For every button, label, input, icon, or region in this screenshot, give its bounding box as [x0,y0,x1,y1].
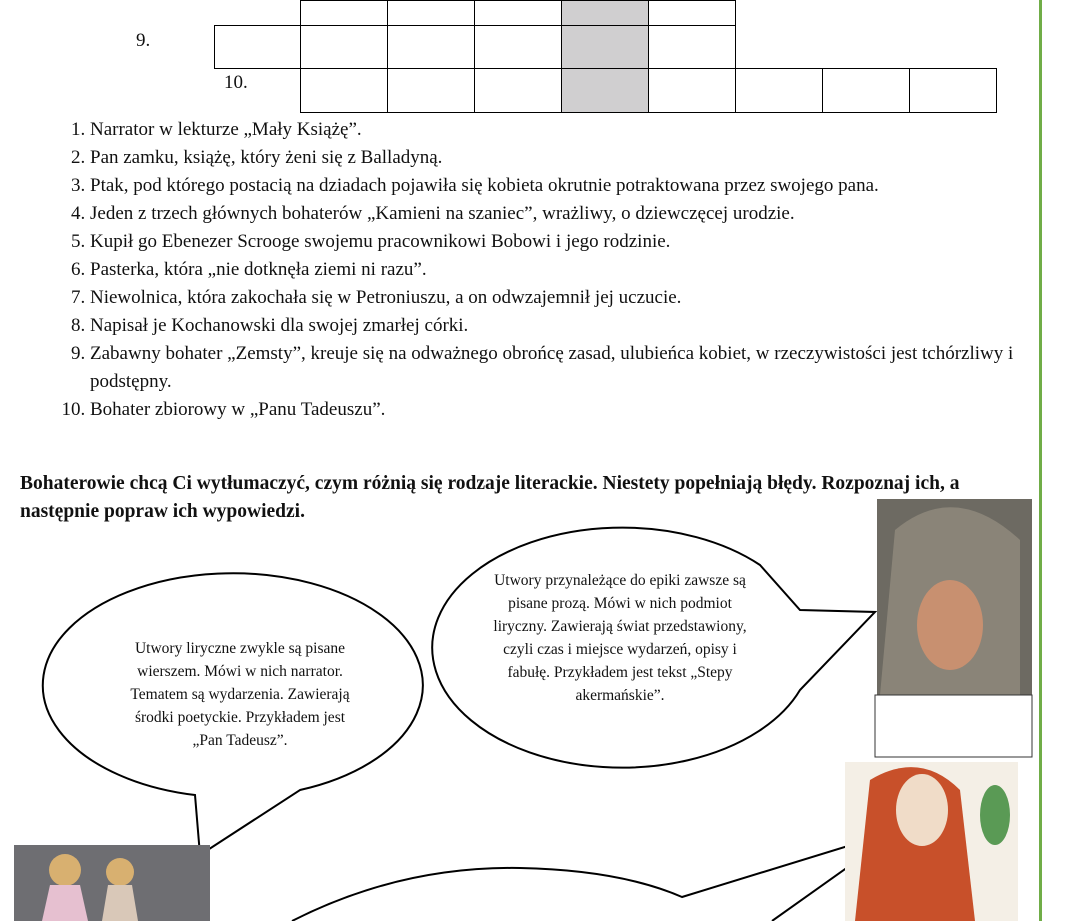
clue: 3. Ptak, pod którego postacią na dziadach pojawiła się kobieta okrutnie potraktowana przez swojego pana. [90,172,1020,200]
clue: 9. Zabawny bohater „Zemsty”, kreuje się na odważnego obrońcę zasad, ulubieńca kobiet, w rzeczywistości jest tchórzliwy i podstępny. [90,340,1020,396]
clue: 4. Jeden z trzech głównych bohaterów „Kamieni na szaniec”, wrażliwy, o dziewczęcej urodzie. [90,200,1020,228]
clue: 6. Pasterka, która „nie dotknęła ziemi ni razu”. [90,256,1020,284]
bubble-bottom [292,830,900,921]
task-instruction: Bohaterowie chcą Ci wytłumaczyć, czym różnią się rodzaje literackie. Niestety popełniają błędy. Rozpoznaj ich, a następnie popraw ich wypowiedzi. [20,473,960,522]
bubble-left-text: Utwory liryczne zwykle są pisane wierszem. Mówi w nich narrator. Tematem są wydarzenia. Zawierają środki poetyckie. Przykładem jest „Pan Tadeusz”. [130,640,350,749]
clue: 7. Niewolnica, która zakochała się w Petroniuszu, a on odwzajemnił jej uczucie. [90,284,1020,312]
bubble-middle-text: Utwory przynależące do epiki zawsze są pisane prozą. Mówi w nich podmiot liryczny. Zawierają świat przedstawiony, czyli czas i miejsce wydarzeń, opisy i fabułę. Przykładem jest tekst „Stepy akermańskie”. [493,572,747,704]
row-label-9: 9. [136,30,151,51]
clue: 1. Narrator w lekturze „Mały Książę”. [90,116,1020,144]
clue: 5. Kupił go Ebenezer Scrooge swojemu pracownikowi Bobowi i jego rodzinie. [90,228,1020,256]
clue: 8. Napisał je Kochanowski dla swojej zmarłej córki. [90,312,1020,340]
row-label-10: 10. [224,72,248,93]
clue: 10. Bohater zbiorowy w „Panu Tadeuszu”. [90,396,1020,424]
clue: 2. Pan zamku, książę, który żeni się z Balladyną. [90,144,1020,172]
